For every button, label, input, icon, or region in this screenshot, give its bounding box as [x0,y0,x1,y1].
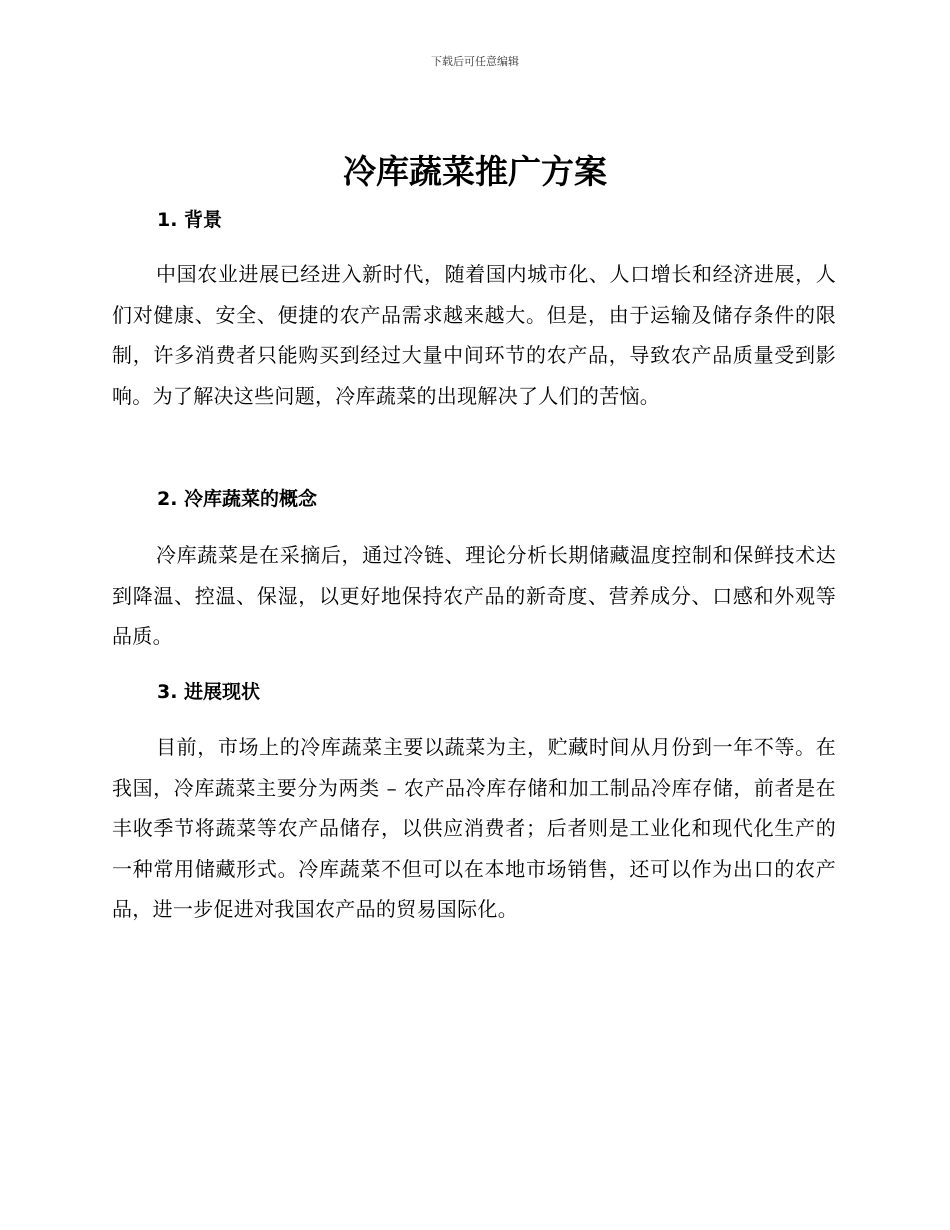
section-heading-concept: 2. 冷库蔬菜的概念 [157,488,318,510]
section-body-background: 中国农业进展已经进入新时代，随着国内城市化、人口增长和经济进展，人们对健康、安全、便捷的农产品需求越来越大。但是，由于运输及储存条件的限制，许多消费者只能购买到经过大量中间环节的农产品，导致农产品质量受到影响。为了解决这些问题，冷库蔬菜的出现解决了人们的苦恼。 [112,262,836,408]
section-body-concept: 冷库蔬菜是在采摘后，通过冷链、理论分析长期储藏温度控制和保鲜技术达到降温、控温、保湿，以更好地保持农产品的新奇度、营养成分、口感和外观等品质。 [112,543,836,649]
section-heading-background: 1. 背景 [157,209,223,231]
section-body-status: 目前，市场上的冷库蔬菜主要以蔬菜为主，贮藏时间从月份到一年不等。在我国，冷库蔬菜主要分为两类 – 农产品冷库存储和加工制品冷库存储，前者是在丰收季节将蔬菜等农产品储存，以供应消费者；后者则是工业化和现代化生产的一种常用储藏形式。冷库蔬菜不但可以在本地市场销售，还可以作为出口的农产品，进一步促进对我国农产品的贸易国际化。 [112,735,836,922]
section-heading-status: 3. 进展现状 [157,681,261,703]
page-header-note: 下载后可任意编辑 [431,55,519,68]
document-title: 冷库蔬菜推广方案 [343,152,607,191]
